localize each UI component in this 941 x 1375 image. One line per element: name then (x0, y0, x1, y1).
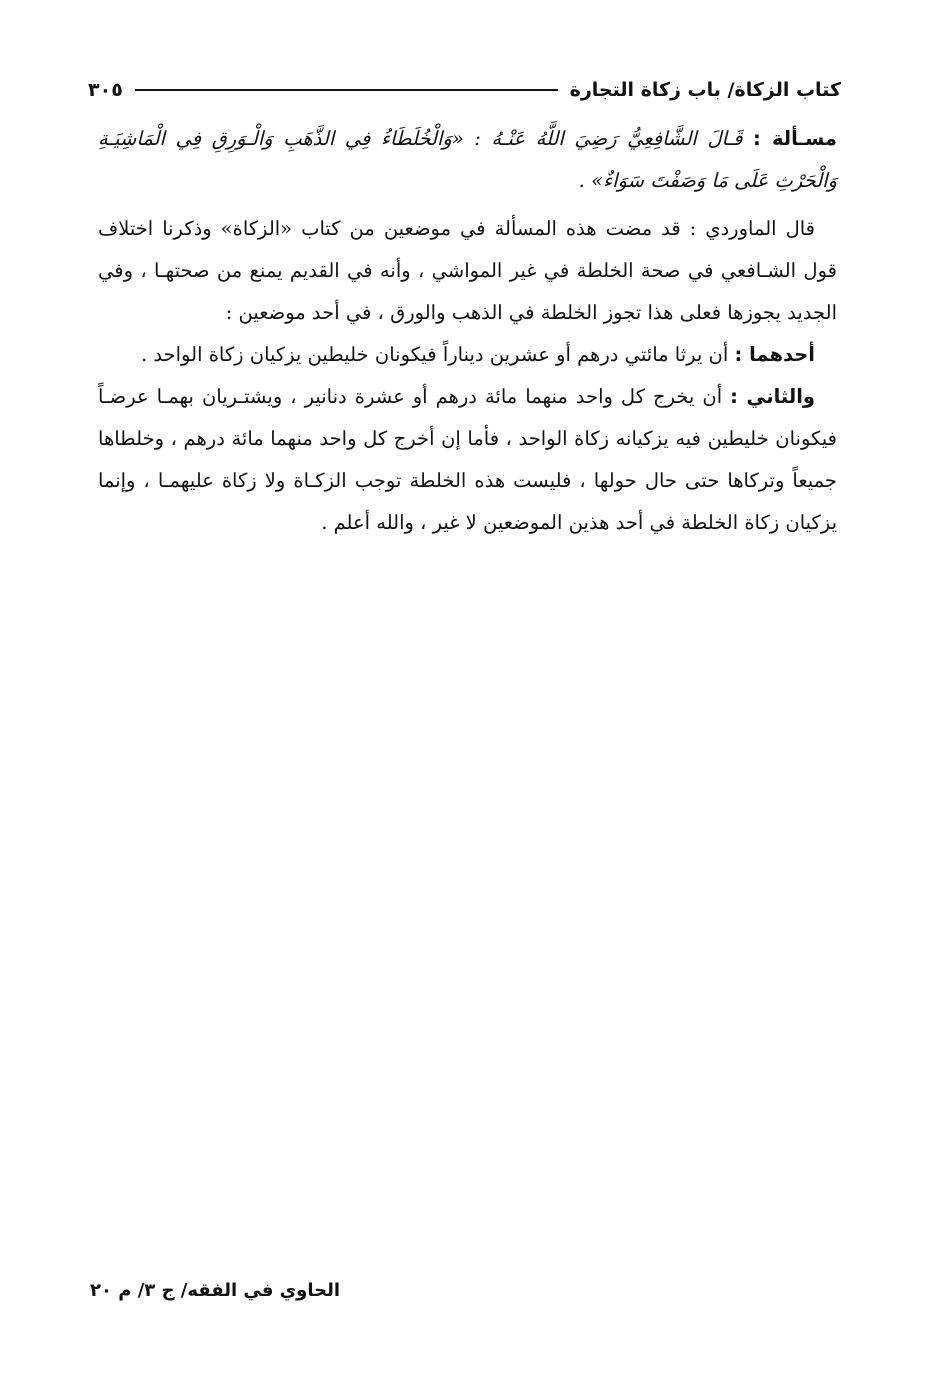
page-header (88, 74, 841, 106)
second-case-text: أن يخرج كل واحد منهما مائة درهم أو عشرة دنانير ، ويشتـريان بهمـا عرضـاً فيكونان خليطين فيه يزكيانه زكاة الواحد ، فأما إن أخرج كل واحد منهما مائة درهم ، وخلطاها جميعاً وتركاها حتى حال حولها ، فليست هذه الخلطة توجب الزكـاة ولا زكاة عليهمـا ، وإنما يزكيان زكاة الخلطة في أحد هذين الموضعين لا غير ، والله أعلم . (98, 385, 837, 534)
first-case-paragraph (98, 334, 837, 376)
first-case-text: أن يرثا مائتي درهم أو عشرين ديناراً فيكونان خليطين يزكيان زكاة الواحد . (140, 343, 729, 366)
question-paragraph (98, 118, 837, 202)
header-rule (135, 89, 558, 91)
second-case-paragraph (98, 376, 837, 544)
running-title: كتاب الزكاة/ باب زكاة التجارة (569, 79, 841, 101)
page-number: ٣٠٥ (88, 79, 123, 101)
question-text: قَـالَ الشَّافِعِيُّ رَضِيَ اللَّهُ عَنْـهُ : «وَالْخُلَطَاءُ فِي الذَّهَبِ وَالْـوَرِقِ فِي الْمَاشِيَـةِ وَالْحَرْثِ عَلَى مَا وَصَفْتَ سَوَاءٌ» . (98, 127, 837, 192)
second-case-term: والثاني : (730, 385, 816, 408)
first-case-term: أحدهما : (734, 343, 815, 366)
page-footer-signature: الحاوي في الفقه/ ج ٣/ م ٢٠ (90, 1280, 341, 1301)
question-term: مسـألة : (753, 127, 837, 150)
page-body (98, 118, 837, 544)
mawardi-paragraph: قال الماوردي : قد مضت هذه المسألة في موضعين من كتاب «الزكاة» وذكرنا اختلاف قول الشـافعي في صحة الخلطة في غير المواشي ، وأنه في القديم يمنع من صحتهـا ، وفي الجديد يجوزها فعلى هذا تجوز الخلطة في الذهب والورق ، في أحد موضعين : (98, 217, 837, 324)
